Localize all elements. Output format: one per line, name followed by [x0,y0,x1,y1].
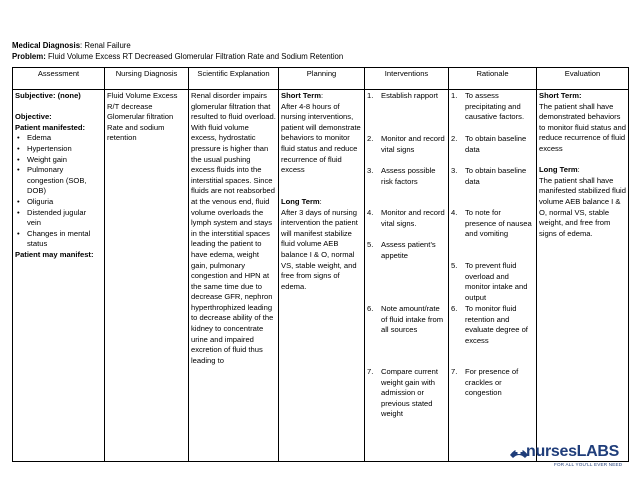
document-header [12,40,343,62]
list-item: • Oliguria [15,197,102,208]
list-item: • Distended jugular vein [15,208,102,229]
scientific-explanation-text: Renal disorder impairs glomerular filtration that resulted to fluid overload. With fluid volume excess, hydrostatic pressure is higher than the usual pushing excess fluids into the interstitial spaces. Since fluids are not reabsorbed at the venous end, fluid volume overloads the lymph system and stays in the interstitial spaces leading the patient to have edema, weight gain, pulmonary congestion and HPN at the same time due to decrease GFR, nephron hyperthrophized leading to decrease ability of the kidney to concentrate urine and impaired excretion of fluid thus leading to [191,91,276,365]
list-item: 6. Note amount/rate of fluid intake from all sources [367,304,444,335]
sign-list [15,133,102,250]
nurseslabs-logo [508,441,633,471]
scientific-explanation-cell [189,90,279,462]
column-header-rationale: Rationale [449,68,537,90]
list-item: 4. Monitor and record vital signs. [367,208,445,228]
diagnosis-value: : Renal Failure [80,41,131,50]
list-item: 4. To note for presence of nausea and vomiting [451,208,532,239]
list-item: • Pulmonary congestion (SOB, DOB) [15,165,102,197]
nursing-care-plan-table [12,67,629,462]
planning-short-label: Short Term [281,91,321,100]
list-item: 6. To monitor fluid retention and evaluate degree of excess [451,304,528,345]
planning-long-label: Long Term [281,196,320,206]
column-header-assessment: Assessment [13,68,105,90]
nursing-diagnosis-text: Fluid Volume Excess R/T decrease Glomerular filtration Rate and sodium retention [107,91,178,143]
list-item: 3. Assess possible risk factors [367,166,436,186]
evaluation-short-label: Short Term: [539,91,582,100]
column-header-nursing-diagnosis: Nursing Diagnosis [105,68,189,90]
planning-cell: Short Term: After 4-8 hours of nursing interventions, patient will demonstrate behaviors to monitor fluid status and reduce recurrence of fluid excess Long Term: After 3 days of nursing intervention the patient will manifest stabilize fluid volume AEB balance I & O, normal VS, stable weight, and free from signs of edema. [279,90,365,462]
list-item: • Weight gain [15,155,102,166]
medical-diagnosis-line [12,40,343,51]
assessment-cell [13,90,105,462]
list-item: 3. To obtain baseline data [451,166,527,186]
list-item: 5. Assess patient’s appetite [367,240,436,260]
list-item: 2. To obtain baseline data [451,134,527,154]
logo-tagline: FOR ALL YOU'LL EVER NEED [554,462,623,467]
column-header-evaluation: Evaluation [537,68,629,90]
list-item: • Changes in mental status [15,229,102,250]
table-row [13,90,629,462]
subjective-heading: Subjective: (none) [15,91,81,100]
rationale-cell [449,90,537,462]
diagnosis-label: Medical Diagnosis [12,41,81,50]
planning-short-text: After 4-8 hours of nursing interventions, patient will demonstrate behaviors to monitor fluid status and reduce recurrence of fluid excess [281,101,361,175]
column-header-planning: Planning [279,68,365,90]
list-item: 1. To assess precipitating and causative factors. [451,91,525,122]
list-item: 2. Monitor and record vital signs [367,134,445,154]
list-item: • Hypertension [15,144,102,155]
logo-wordmark: nursesLABS [526,443,620,460]
evaluation-long-text: The patient shall have manifested stabilized fluid volume AEB balance I & O, normal VS, stable weight, and free from signs of edema. [539,175,626,238]
objective-heading: Objective: [15,112,52,122]
column-header-scientific-explanation: Scientific Explanation [189,68,279,90]
problem-value: Fluid Volume Excess RT Decreased Glomerular Filtration Rate and Sodium Retention [45,52,344,61]
evaluation-short-text: The patient shall have demonstrated behaviors to monitor fluid status and reduce recurrence of fluid excess [539,101,626,153]
list-item: 7. For presence of crackles or congestion [451,367,519,398]
evaluation-long-label: Long Term [539,165,578,175]
table-header-row [13,68,629,90]
list-item: 5. To prevent fluid overload and monitor intake and output [451,261,528,302]
problem-line [12,51,343,62]
list-item: • Edema [15,133,102,144]
manifested-heading: Patient manifested: [15,122,86,132]
interventions-cell [365,90,449,462]
nursing-diagnosis-cell [105,90,189,462]
list-item: 7. Compare current weight gain with admission or previous stated weight [367,367,438,419]
problem-label: Problem: [12,52,46,61]
may-manifest-heading: Patient may manifest: [15,249,94,259]
column-header-interventions: Interventions [365,68,449,90]
list-item: 1. Establish rapport [367,91,438,100]
planning-long-text: After 3 days of nursing intervention the patient will manifest stabilize fluid volume AEB balance I & O, normal VS, stable weight, and free from signs of edema. [281,207,358,291]
evaluation-cell: Short Term: The patient shall have demonstrated behaviors to monitor fluid status and reduce recurrence of fluid excess Long Term: The patient shall have manifested stabilized fluid volume AEB balance I & O, normal VS, stable weight, and free from signs of edema. [537,90,629,462]
